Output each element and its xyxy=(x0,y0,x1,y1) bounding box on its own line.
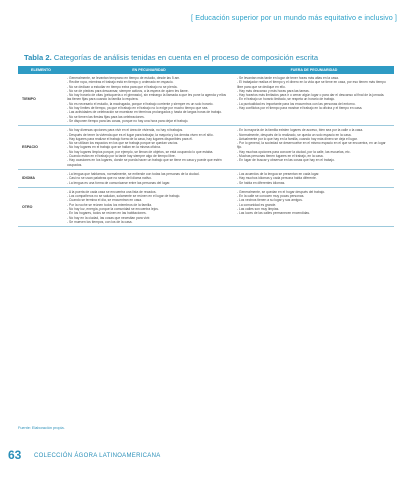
table-row xyxy=(18,169,394,187)
cell-line: - No se tienen las fiestas fijas para las celebraciones. xyxy=(67,114,145,119)
column-header-en-pecuniaridad: EN PECUNIARIDAD xyxy=(64,66,234,74)
cell-line: - En la calle se conocen muy pocas personas. xyxy=(237,194,305,199)
cell-fuera-pecuniaridad xyxy=(234,169,394,187)
cell-line: - La lengua es una forma de comunicarse entre las personas del lugar. xyxy=(67,180,171,185)
cell-line: - No se utilizan los espacios en los que se trabaja porque se quedan vacíos. xyxy=(67,141,179,146)
table-body xyxy=(18,74,394,227)
table-caption-text: Categorías de análisis tenidas en cuenta en el proceso de composición escrita xyxy=(53,53,319,62)
cell-line: - Generalmente, se quedan en el hogar después del trabajo. xyxy=(237,189,326,194)
cell-line: - En lugar de buscar y observar en las cosas que hay en el trabajo. xyxy=(237,158,335,163)
table-caption xyxy=(24,53,318,62)
cell-line: - No se dedican a estudiar en tiempo extra para que el trabajo no se pierda. xyxy=(67,84,178,89)
cell-line: - Por lo general, la sociedad se desenvuelve en el mismo espacio en el que se encuentra, en un lugar fijo. xyxy=(237,141,386,150)
row-element-label: OTRO xyxy=(18,187,64,226)
cell-line: - No se de piedras para descansar, siempre activos, a la espera de quien les llame. xyxy=(67,88,189,93)
cell-line: - La lengua que hablamos, normalmente, se entiende con todas las personas de la ciudad. xyxy=(67,171,200,176)
cell-line: - En los hogares, todos se reúnen en las habitaciones. xyxy=(67,211,147,216)
cell-line: - Generalmente, se levantan temprano en tiempo de estudio, desde las 5 am. xyxy=(67,76,181,80)
cell-en-pecuniaridad xyxy=(64,187,234,226)
header-title-text: Educación superior por un mundo más equitativo e inclusivo xyxy=(195,13,393,22)
cell-line: - Hay muchas opciones para conocer la ciudad, por la calle, las escuelas, etc. xyxy=(237,149,351,154)
cell-fuera-pecuniaridad xyxy=(234,187,394,226)
table-header-row xyxy=(18,66,394,74)
cell-line: - La puntualidad es importante para los encuentros con las personas del entorno. xyxy=(237,101,356,106)
cell-line: - Se habla en diferentes idiomas. xyxy=(237,180,286,185)
column-header-fuera-pecuniaridad: FUERA DE PECUNIARIDAD xyxy=(234,66,394,74)
cell-line: - Los vecinos tienen a su lugar y sus amigos. xyxy=(237,198,303,203)
cell-line: - Los acuerdos de la lengua se presentan en cada lugar. xyxy=(237,171,320,176)
cell-line: - Las luces de las calles permanecen encendidas. xyxy=(237,211,310,216)
cell-line: - Después de tener la vivienda que es el lugar para trabajar, la mayoría y los demás viven en el sitio. xyxy=(67,132,214,137)
cell-line: - En la mayoría de la familia existen lugares de acceso, bien sea por la calle o la casa. xyxy=(237,128,364,133)
cell-line: - No hay lugares limpios porque, por ejemplo, se llenan de objetos, se está ocupando lo que estaba. xyxy=(67,149,214,154)
cell-line: - Hay más descanso y más horas para las tareas. xyxy=(237,88,310,93)
cell-line: - Se disponen tiempo para las cosas, porque no hay una hora para dejar el trabajo. xyxy=(67,118,189,123)
cell-line: - No hay horario de citas (peluquería o el gimnasio), sin embargo la llamada a que les pone la agenda y ellos las tienen fijas para cuando la familia lo requiera. xyxy=(67,93,227,102)
cell-line: - Se levantan más tarde en lugar de tener horas más altas en la casa. xyxy=(237,76,339,80)
cell-line: - En el trabajo un horario limitado, se respeta un horario de trabajo. xyxy=(237,97,336,102)
cell-line: - Los compañeros no se saludan, solamente se reúnen en el lugar de trabajo. xyxy=(67,194,181,199)
column-header-elemento: ELEMENTO xyxy=(18,66,64,74)
page-number: 63 xyxy=(8,448,22,462)
cell-line: - No hay diversas opciones para vivir en el área de vivienda, no hay ni trabajos. xyxy=(67,128,184,133)
cell-line: - A la puerta de cada casa se encuentra una lista de recados. xyxy=(67,189,157,194)
cell-line: - Se mueven los tiempos, con los de la casa. xyxy=(67,219,133,224)
table-row xyxy=(18,187,394,226)
cell-line: - Las actividades de celebración se muestran en términos prolongados y hasta de largas horas de trabajo. xyxy=(67,110,223,115)
cell-line: - No hay luz, energía, porque la comunidad se encuentra lejos. xyxy=(67,207,159,212)
header-bracket-right: ] xyxy=(392,13,397,22)
cell-line: - Las calles son muy limpias. xyxy=(237,207,280,212)
cell-line: - Muchas personas tienen lugares en el trabajo, en la casa. xyxy=(237,154,324,159)
table-row xyxy=(18,126,394,170)
cell-line: - Actualmente por lo que hay en la familia, cuando hay más dinero se deja el lugar. xyxy=(237,136,358,141)
cell-line: - No es necesario el estudio, la madrugada, porque el trabajo corriente y siempre es un solo horario. xyxy=(67,101,214,106)
header-title xyxy=(191,13,397,22)
cell-line: - La comunidad es grande. xyxy=(237,202,277,207)
cell-line: - No hay límites de tiempo, ya que el trabajo en el trabajo no lo exige por mucho tiempo que sea. xyxy=(67,106,209,111)
table-source: Fuente: Elaboración propia. xyxy=(18,426,65,430)
cell-en-pecuniaridad xyxy=(64,126,234,170)
row-element-label: TIEMPO xyxy=(18,74,64,126)
cell-line: - Por la noche se reúnen todos los miembros de la familia. xyxy=(67,202,153,207)
cell-en-pecuniaridad xyxy=(64,74,234,126)
cell-line: - Hay muchos idiomas y cada persona habla diferente. xyxy=(237,176,317,181)
cell-line: - Hay horarios más limitados para ir o cerrar algún lugar o para dar el descanso al final de la jornada. xyxy=(237,93,385,98)
cell-line: - No hay en la ciudad, las cosas que necesitan para vivir. xyxy=(67,215,151,220)
collection-name: COLECCIÓN ÁGORA LATINOAMERICANA xyxy=(34,453,161,459)
row-element-label: ESPACIO xyxy=(18,126,64,170)
cell-line: - Cuando están en el trabajo por la tarde hay siempre algo de tiempo libre. xyxy=(67,154,176,159)
table-caption-label: Tabla 2. xyxy=(24,53,52,62)
cell-fuera-pecuniaridad xyxy=(234,126,394,170)
cell-line: - Hay lugares para realizar el trabajo fuera de la casa, hay lugares disponibles para él. xyxy=(67,136,193,141)
cell-en-pecuniaridad xyxy=(64,169,234,187)
cell-line: - Cuando se termina el día, se encuentran en casa. xyxy=(67,198,142,203)
cell-line: - Recibe ropa, mientras el trabajo está en tiempo y ordenado en espacio. xyxy=(67,80,174,85)
categories-table xyxy=(18,66,394,227)
header-bracket-left: [ xyxy=(191,13,196,22)
cell-line: - No hay lugares en el trabajo que se hallan en la misma oficina. xyxy=(67,145,161,150)
cell-line: - El trabajador realiza el tiempo y el dinero en la vida que se tiene en casa, por eso tienen más tiempo libre para que se dedique en ello. xyxy=(237,80,386,89)
cell-fuera-pecuniaridad xyxy=(234,74,394,126)
page-footer xyxy=(8,445,403,467)
table-row xyxy=(18,74,394,126)
page-header xyxy=(0,0,411,34)
row-element-label: IDIOMA xyxy=(18,169,64,187)
cell-line: - Hay ocasiones en los lugares, donde se pueda hacer un trabajo que se tiene en casa y puede que estén ocupados. xyxy=(67,158,222,167)
cell-line: - Casi no se usan palabras que no sean del idioma nativo. xyxy=(67,176,152,181)
cell-line: - Hay conflictos por el tiempo para mostrar el trabajo en la oficina y el tiempo en casa. xyxy=(237,106,363,111)
cell-line: - Normalmente, después de lo realizado, se queda un solo espacio en la casa. xyxy=(237,132,352,137)
